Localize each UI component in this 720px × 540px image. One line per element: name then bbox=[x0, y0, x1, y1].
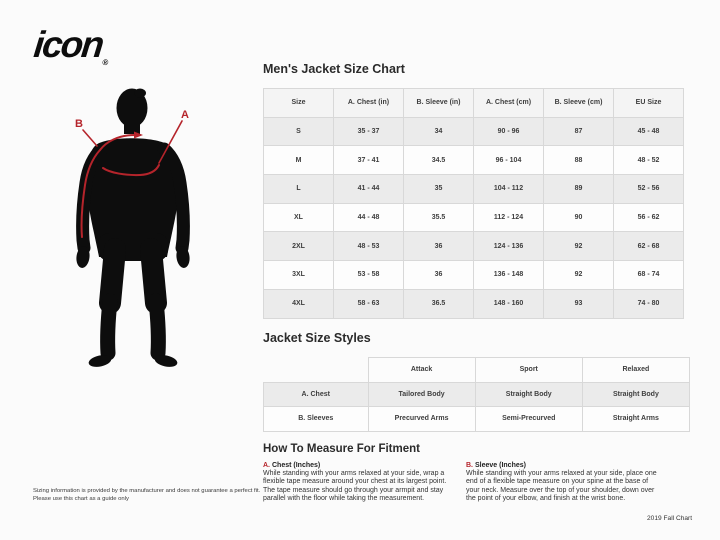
measure-chest-text: While standing with your arms relaxed at your side, wrap a flexible tape measure around your chest at its largest point. The tape measure should go through your armpit and stay parallel with the floor while taking the measurement. bbox=[263, 470, 447, 503]
table-cell: 74 - 80 bbox=[614, 289, 684, 318]
table-cell: 35 bbox=[404, 175, 474, 204]
table-cell: 48 - 53 bbox=[334, 232, 404, 261]
column-header: A. Chest (cm) bbox=[474, 89, 544, 118]
column-header: A. Chest (in) bbox=[334, 89, 404, 118]
table-cell: 89 bbox=[544, 175, 614, 204]
table-cell: 124 - 136 bbox=[474, 232, 544, 261]
sleeve-leader-line bbox=[83, 130, 97, 146]
style-table-header-row bbox=[264, 358, 690, 383]
table-cell: 148 - 160 bbox=[474, 289, 544, 318]
measure-section-title: How To Measure For Fitment bbox=[263, 443, 420, 455]
size-table-body bbox=[264, 117, 684, 318]
disclaimer-line-2: Please use this chart as a guide only bbox=[33, 496, 129, 503]
table-cell: Straight Body bbox=[582, 382, 689, 407]
table-cell: Semi-Precurved bbox=[475, 407, 582, 432]
table-cell: 53 - 58 bbox=[334, 261, 404, 290]
measure-instructions bbox=[263, 462, 700, 504]
table-cell: 36 bbox=[404, 261, 474, 290]
column-header: Attack bbox=[368, 358, 475, 383]
table-cell: 41 - 44 bbox=[334, 175, 404, 204]
measure-chest-letter: A. bbox=[263, 462, 270, 469]
measure-sleeve-column bbox=[466, 462, 663, 504]
table-cell: 93 bbox=[544, 289, 614, 318]
table-cell: 36.5 bbox=[404, 289, 474, 318]
table-row bbox=[264, 232, 684, 261]
table-cell: 36 bbox=[404, 232, 474, 261]
table-row bbox=[264, 407, 690, 432]
table-cell: 37 - 41 bbox=[334, 146, 404, 175]
table-row bbox=[264, 261, 684, 290]
table-cell: 4XL bbox=[264, 289, 334, 318]
measure-chest-label: Chest (Inches) bbox=[272, 462, 321, 469]
table-cell: 56 - 62 bbox=[614, 203, 684, 232]
table-cell: Precurved Arms bbox=[368, 407, 475, 432]
table-cell: 44 - 48 bbox=[334, 203, 404, 232]
table-cell: 90 - 96 bbox=[474, 117, 544, 146]
male-silhouette-graphic bbox=[38, 85, 243, 385]
table-cell: 90 bbox=[544, 203, 614, 232]
table-cell: S bbox=[264, 117, 334, 146]
label-a-marker: A bbox=[181, 109, 189, 121]
table-cell: 48 - 52 bbox=[614, 146, 684, 175]
male-silhouette bbox=[75, 89, 191, 369]
icon-logo bbox=[32, 24, 112, 67]
table-row bbox=[264, 382, 690, 407]
column-header: B. Sleeve (cm) bbox=[544, 89, 614, 118]
jacket-size-styles-table bbox=[263, 357, 690, 432]
table-cell: 136 - 148 bbox=[474, 261, 544, 290]
table-cell: 92 bbox=[544, 261, 614, 290]
table-cell: 104 - 112 bbox=[474, 175, 544, 204]
table-cell: 96 - 104 bbox=[474, 146, 544, 175]
measurement-figure bbox=[38, 85, 243, 385]
measure-sleeve-heading bbox=[466, 462, 663, 469]
disclaimer-line-1: Sizing information is provided by the manufacturer and does not guarantee a perfect fit. bbox=[33, 488, 261, 494]
table-cell: A. Chest bbox=[264, 382, 369, 407]
table-cell: 68 - 74 bbox=[614, 261, 684, 290]
size-table-header-row bbox=[264, 89, 684, 118]
table-cell: B. Sleeves bbox=[264, 407, 369, 432]
measure-sleeve-label: Sleeve (Inches) bbox=[475, 462, 526, 469]
column-header: EU Size bbox=[614, 89, 684, 118]
column-header: Size bbox=[264, 89, 334, 118]
table-cell: 34.5 bbox=[404, 146, 474, 175]
table-cell: M bbox=[264, 146, 334, 175]
table-row bbox=[264, 175, 684, 204]
table-cell: 58 - 63 bbox=[334, 289, 404, 318]
table-cell: 87 bbox=[544, 117, 614, 146]
table-row bbox=[264, 146, 684, 175]
table-cell: 62 - 68 bbox=[614, 232, 684, 261]
icon-logo-text: icon bbox=[31, 24, 105, 65]
registered-mark: ® bbox=[101, 58, 109, 67]
table-cell: 35 - 37 bbox=[334, 117, 404, 146]
table-cell: 88 bbox=[544, 146, 614, 175]
table-cell: 35.5 bbox=[404, 203, 474, 232]
table-cell: 3XL bbox=[264, 261, 334, 290]
table-cell: XL bbox=[264, 203, 334, 232]
measure-chest-heading bbox=[263, 462, 460, 469]
measure-chest-column bbox=[263, 462, 460, 504]
table-cell: 52 - 56 bbox=[614, 175, 684, 204]
table-cell: 2XL bbox=[264, 232, 334, 261]
table-cell: 34 bbox=[404, 117, 474, 146]
column-header bbox=[264, 358, 369, 383]
sizing-disclaimer bbox=[33, 487, 268, 503]
column-header: Sport bbox=[475, 358, 582, 383]
table-cell: L bbox=[264, 175, 334, 204]
measure-sleeve-text: While standing with your arms relaxed at your side, place one end of a flexible tape measure on your spine at the base of your neck. Measure over the top of your shoulder, down over the point of your elbow, and finish at the wrist bone. bbox=[466, 470, 657, 503]
table-row bbox=[264, 289, 684, 318]
mens-jacket-size-table bbox=[263, 88, 684, 319]
column-header: Relaxed bbox=[582, 358, 689, 383]
table-cell: 92 bbox=[544, 232, 614, 261]
table-cell: Tailored Body bbox=[368, 382, 475, 407]
table-cell: 45 - 48 bbox=[614, 117, 684, 146]
table-row bbox=[264, 203, 684, 232]
table-cell: Straight Arms bbox=[582, 407, 689, 432]
column-header: B. Sleeve (in) bbox=[404, 89, 474, 118]
label-b-marker: B bbox=[75, 118, 83, 130]
style-chart-title: Jacket Size Styles bbox=[263, 331, 371, 345]
style-table-body bbox=[264, 382, 690, 431]
measure-sleeve-letter: B. bbox=[466, 462, 473, 469]
table-cell: Straight Body bbox=[475, 382, 582, 407]
table-row bbox=[264, 117, 684, 146]
size-chart-title: Men's Jacket Size Chart bbox=[263, 62, 405, 76]
chart-version-label: 2019 Fall Chart bbox=[647, 515, 693, 522]
table-cell: 112 - 124 bbox=[474, 203, 544, 232]
